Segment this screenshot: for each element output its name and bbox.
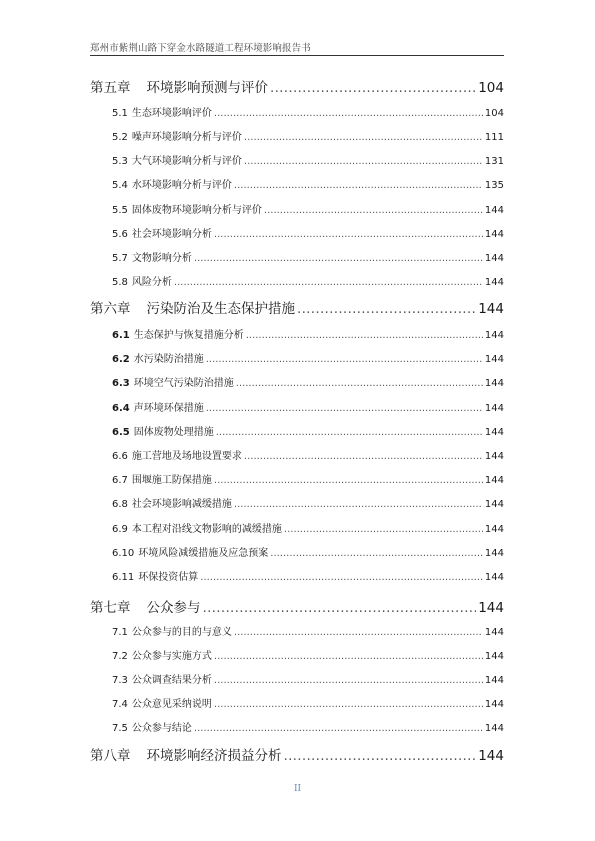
toc-entry-title: 社会环境影响分析 [131, 229, 212, 240]
toc-section-entry[interactable] [90, 152, 504, 167]
toc-entry-title: 环境风险减缓措施及应急预案 [138, 548, 269, 559]
toc-chapter-entry[interactable] [90, 596, 504, 616]
toc-entry-page-number: 144 [484, 699, 504, 710]
toc-entry-number: 6.8 [112, 499, 128, 510]
toc-entry-page-number: 144 [484, 451, 504, 462]
toc-entry-title: 本工程对沿线文物影响的减缓措施 [131, 524, 282, 535]
toc-entry-title: 风险分析 [131, 277, 172, 288]
dot-leader [234, 627, 483, 638]
toc-section-entry[interactable] [90, 273, 504, 288]
toc-section-entry[interactable] [90, 423, 504, 438]
dot-leader [244, 451, 483, 462]
toc-entry-number: 第五章 [90, 80, 131, 96]
toc-entry-title: 生态环境影响评价 [131, 108, 212, 119]
toc-entry-title: 大气环境影响分析与评价 [131, 156, 242, 167]
toc-entry-page-number: 144 [484, 524, 504, 535]
toc-entry-title: 公众参与的目的与意义 [131, 627, 232, 638]
toc-section-entry[interactable] [90, 374, 504, 389]
dot-leader [284, 748, 477, 764]
toc-entry-title: 公众参与实施方式 [131, 651, 212, 662]
toc-section-entry[interactable] [90, 544, 504, 559]
toc-entry-number: 6.1 [112, 330, 130, 341]
toc-section-entry[interactable] [90, 520, 504, 535]
dot-leader [244, 132, 483, 143]
toc-section-entry[interactable] [90, 447, 504, 462]
toc-entry-title: 环境空气污染防治措施 [133, 378, 234, 389]
toc-section-entry[interactable] [90, 104, 504, 119]
toc-section-entry[interactable] [90, 471, 504, 486]
toc-entry-number: 5.7 [112, 253, 128, 264]
toc-section-entry[interactable] [90, 326, 504, 341]
dot-leader [234, 180, 483, 191]
toc-entry-page-number: 144 [484, 572, 504, 583]
toc-section-entry[interactable] [90, 128, 504, 143]
toc-entry-number: 6.7 [112, 475, 128, 486]
toc-entry-number: 6.5 [112, 427, 130, 438]
toc-entry-page-number: 104 [478, 80, 504, 96]
toc-section-entry[interactable] [90, 495, 504, 510]
toc-entry-page-number: 144 [478, 600, 504, 616]
toc-entry-page-number: 104 [484, 108, 504, 119]
toc-entry-page-number: 144 [484, 205, 504, 216]
toc-entry-title: 公众意见采纳说明 [131, 699, 212, 710]
dot-leader [270, 548, 483, 559]
toc-entry-number: 6.4 [112, 403, 130, 414]
toc-entry-title: 固体废物处理措施 [133, 427, 214, 438]
toc-entry-page-number: 144 [484, 548, 504, 559]
toc-entry-page-number: 144 [484, 427, 504, 438]
toc-section-entry[interactable] [90, 201, 504, 216]
dot-leader [270, 80, 476, 96]
dot-leader [214, 229, 483, 240]
toc-entry-page-number: 144 [478, 748, 504, 764]
dot-leader [216, 427, 483, 438]
toc-entry-number: 7.3 [112, 675, 128, 686]
toc-entry-page-number: 144 [484, 675, 504, 686]
toc-entry-title: 社会环境影响减缓措施 [131, 499, 232, 510]
dot-leader [206, 354, 483, 365]
toc-entry-page-number: 144 [484, 378, 504, 389]
dot-leader [236, 378, 483, 389]
toc-section-entry[interactable] [90, 176, 504, 191]
toc-entry-number: 5.8 [112, 277, 128, 288]
toc-entry-number: 6.10 [112, 548, 135, 559]
toc-section-entry[interactable] [90, 350, 504, 365]
toc-entry-page-number: 144 [484, 229, 504, 240]
toc-entry-title: 固体废物环境影响分析与评价 [131, 205, 262, 216]
toc-entry-number: 7.4 [112, 699, 128, 710]
toc-entry-number: 5.6 [112, 229, 128, 240]
toc-entry-number: 5.1 [112, 108, 128, 119]
toc-entry-title: 公众调查结果分析 [131, 675, 212, 686]
toc-section-entry[interactable] [90, 249, 504, 264]
toc-section-entry[interactable] [90, 719, 504, 734]
toc-section-entry[interactable] [90, 695, 504, 710]
toc-chapter-entry[interactable] [90, 297, 504, 317]
document-title: 郑州市紫荆山路下穿金水路隧道工程环境影响报告书 [90, 43, 311, 54]
dot-leader [203, 600, 477, 616]
toc-section-entry[interactable] [90, 568, 504, 583]
toc-section-entry[interactable] [90, 399, 504, 414]
toc-entry-number: 7.2 [112, 651, 128, 662]
toc-entry-number: 5.4 [112, 180, 128, 191]
toc-entry-title: 污染防治及生态保护措施 [146, 301, 295, 317]
toc-entry-number: 第八章 [90, 748, 131, 764]
toc-entry-page-number: 144 [484, 723, 504, 734]
page-number: II [293, 784, 302, 794]
toc-entry-page-number: 144 [484, 403, 504, 414]
toc-entry-title: 水环境影响分析与评价 [131, 180, 232, 191]
dot-leader [214, 651, 483, 662]
dot-leader [206, 403, 483, 414]
toc-entry-number: 7.5 [112, 723, 128, 734]
toc-entry-page-number: 144 [484, 651, 504, 662]
toc-entry-page-number: 111 [484, 132, 504, 143]
toc-entry-page-number: 135 [484, 180, 504, 191]
toc-entry-number: 6.2 [112, 354, 130, 365]
dot-leader [214, 475, 483, 486]
toc-section-entry[interactable] [90, 225, 504, 240]
toc-entry-title: 公众参与结论 [131, 723, 192, 734]
toc-entry-number: 6.6 [112, 451, 128, 462]
toc-chapter-entry[interactable] [90, 744, 504, 764]
toc-entry-title: 环保投资估算 [138, 572, 199, 583]
toc-entry-page-number: 144 [484, 354, 504, 365]
toc-entry-number: 5.3 [112, 156, 128, 167]
toc-entry-page-number: 144 [484, 627, 504, 638]
toc-entry-page-number: 144 [484, 330, 504, 341]
toc-section-entry[interactable] [90, 671, 504, 686]
dot-leader [194, 723, 483, 734]
toc-entry-page-number: 144 [478, 301, 504, 317]
toc-entry-number: 6.9 [112, 524, 128, 535]
toc-entry-number: 6.11 [112, 572, 135, 583]
toc-entry-title: 围堰施工防保措施 [131, 475, 212, 486]
toc-entry-page-number: 144 [484, 475, 504, 486]
toc-entry-number: 第六章 [90, 301, 131, 317]
toc-entry-title: 施工营地及场地设置要求 [131, 451, 242, 462]
toc-section-entry[interactable] [90, 623, 504, 638]
toc-entry-number: 6.3 [112, 378, 130, 389]
toc-entry-page-number: 144 [484, 499, 504, 510]
toc-entry-number: 7.1 [112, 627, 128, 638]
dot-leader [214, 108, 483, 119]
toc-entry-page-number: 144 [484, 253, 504, 264]
toc-entry-page-number: 144 [484, 277, 504, 288]
toc-entry-number: 第七章 [90, 600, 131, 616]
dot-leader [234, 499, 483, 510]
dot-leader [200, 572, 483, 583]
dot-leader [214, 699, 483, 710]
toc-chapter-entry[interactable] [90, 76, 504, 96]
toc-entry-page-number: 131 [484, 156, 504, 167]
dot-leader [246, 330, 483, 341]
toc-entry-title: 文物影响分析 [131, 253, 192, 264]
dot-leader [264, 205, 483, 216]
dot-leader [174, 277, 483, 288]
dot-leader [284, 524, 483, 535]
dot-leader [194, 253, 483, 264]
dot-leader [297, 301, 476, 317]
toc-entry-title: 环境影响经济损益分析 [146, 748, 282, 764]
page-header [90, 38, 504, 56]
toc-entry-title: 水污染防治措施 [133, 354, 204, 365]
dot-leader [244, 156, 483, 167]
toc-entry-title: 声环境环保措施 [133, 403, 204, 414]
toc-entry-title: 生态保护与恢复措施分析 [133, 330, 244, 341]
toc-section-entry[interactable] [90, 647, 504, 662]
toc-entry-number: 5.2 [112, 132, 128, 143]
toc-entry-title: 噪声环境影响分析与评价 [131, 132, 242, 143]
dot-leader [214, 675, 483, 686]
toc-entry-title: 公众参与 [146, 600, 201, 616]
toc-entry-number: 5.5 [112, 205, 128, 216]
toc-entry-title: 环境影响预测与评价 [146, 80, 268, 96]
